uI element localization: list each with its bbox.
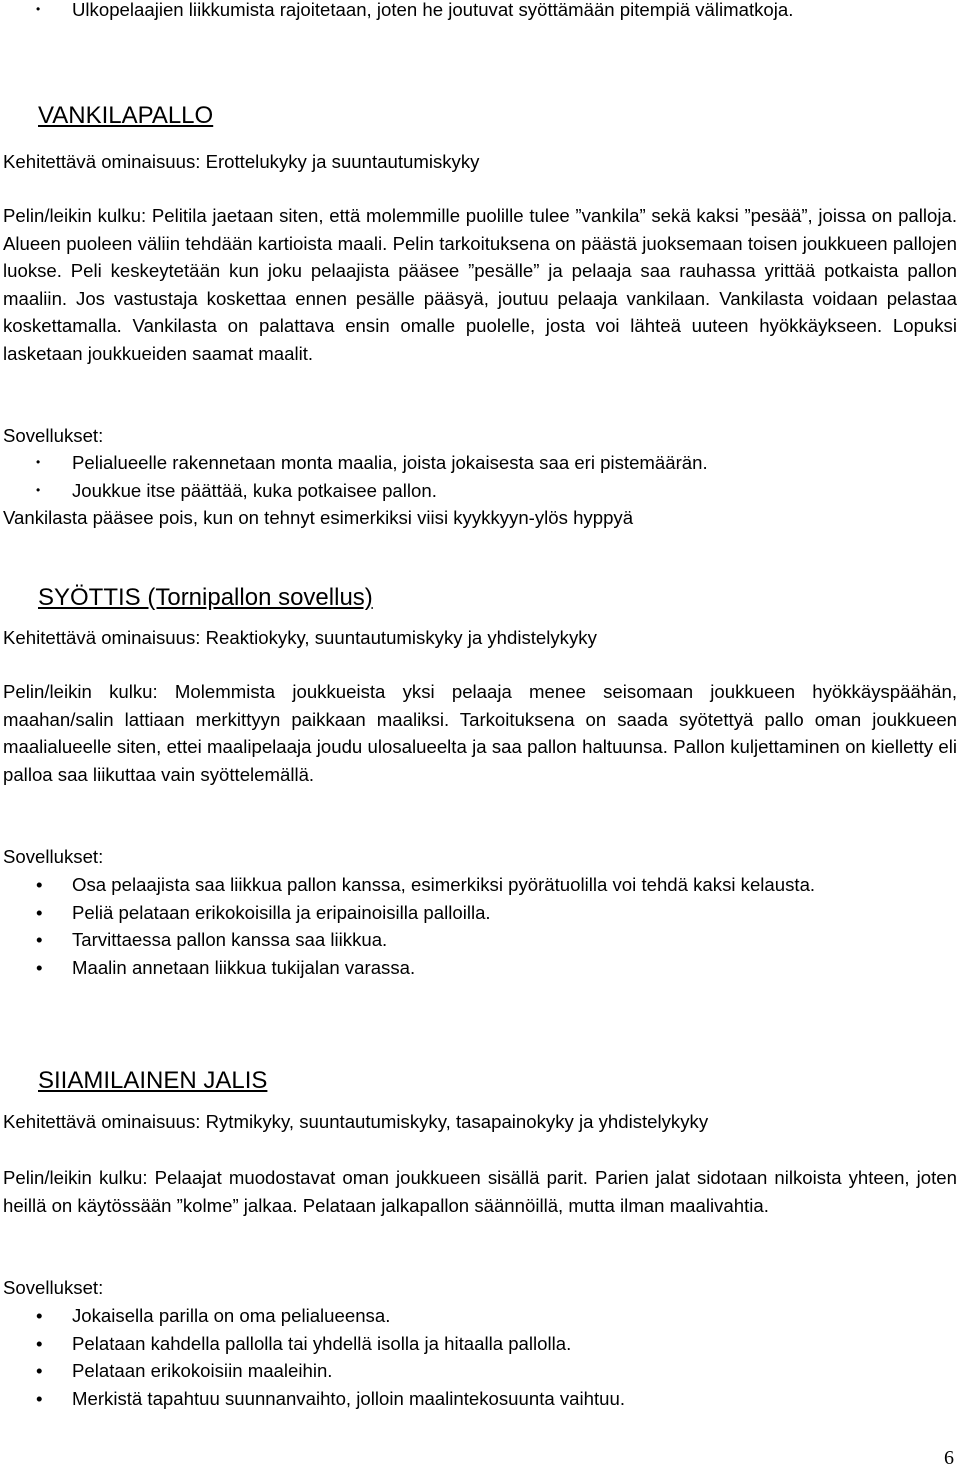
list-item: • Pelataan kahdella pallolla tai yhdellä isolla ja hitaalla pallolla. <box>0 1330 957 1358</box>
list-item: • Joukkue itse päättää, kuka potkaisee pallon. <box>0 477 957 505</box>
list-item: • Pelialueelle rakennetaan monta maalia, joista jokaisesta saa eri pistemäärän. <box>0 449 957 477</box>
list-item: • Merkistä tapahtuu suunnanvaihto, jolloin maalintekosuunta vaihtuu. <box>0 1385 957 1413</box>
bullet: • <box>36 901 43 923</box>
bullet: • <box>36 2 41 16</box>
skill-line: Kehitettävä ominaisuus: Erottelukyky ja suuntautumiskyky <box>3 151 480 172</box>
applications-list <box>0 449 957 504</box>
bullet: • <box>36 1305 43 1326</box>
bullet: • <box>36 482 41 497</box>
list-item: • Jokaisella parilla on oma pelialueensa. <box>0 1302 957 1330</box>
applications-label: Sovellukset: <box>3 1277 104 1298</box>
game-description: Pelin/leikin kulku: Molemmista joukkueista yksi pelaaja menee seisomaan joukkueen hyökkäyspäähän, maahan/salin lattiaan merkittyyn paikkaan maaliksi. Tarkoituksena on saada syötettyä pallo oman joukkueen maalialueelle siten, ettei maalipelaaja joudu ulosalueelta ja saa pallon haltuunsa. Pallon kuljettaminen on kielletty eli palloa saa liikuttaa vain syöttelemällä. <box>3 681 957 785</box>
bullet: • <box>36 1332 43 1354</box>
applications-list <box>0 871 957 981</box>
section-title-siamilainen-jalis: SIIAMILAINEN JALIS <box>38 1067 268 1094</box>
skill-line: Kehitettävä ominaisuus: Rytmikyky, suuntautumiskyky, tasapainokyky ja yhdistelykyky <box>3 1111 709 1132</box>
list-item: • Osa pelaajista saa liikkua pallon kanssa, esimerkiksi pyörätuolilla voi tehdä kaksi kelausta. <box>0 871 957 899</box>
list-item: • Tarvittaessa pallon kanssa saa liikkua. <box>0 926 957 954</box>
list-item: • Ulkopelaajien liikkumista rajoitetaan, joten he joutuvat syöttämään pitempiä välimatkoja. <box>0 0 957 24</box>
bullet: • <box>36 874 43 895</box>
section-title-syottis: SYÖTTIS (Tornipallon sovellus) <box>38 584 373 611</box>
applications-list <box>0 1302 957 1412</box>
bullet: • <box>36 1360 43 1381</box>
bullet: • <box>36 1387 43 1409</box>
section-title-vankilapallo: VANKILAPALLO <box>38 102 214 129</box>
bullet: • <box>36 956 43 978</box>
bullet: • <box>36 455 41 469</box>
applications-label: Sovellukset: <box>3 846 104 867</box>
game-description: Pelin/leikin kulku: Pelaajat muodostavat oman joukkueen sisällä parit. Parien jalat sidotaan nilkoista yhteen, joten heillä on käytössään ”kolme” jalkaa. Pelataan jalkapallon säännöillä, mutta ilman maalivahtia. <box>3 1167 957 1216</box>
game-description: Pelin/leikin kulku: Pelitila jaetaan siten, että molemmille puolille tulee ”vankila” sekä kaksi ”pesää”, joissa on palloja. Alueen puoleen väliin tehdään kartioista maali. Pelin tarkoituksena on päästä juoksemaan toisen joukkueen pallojen luokse. Peli keskeytetään kun joku pelaajista pääsee ”pesälle” ja pelaaja saa rauhassa yrittää potkaista pallon maaliin. Jos vastustaja koskettaa ennen pesälle pääsyä, joutuu pelaaja vankilaan. Vankilasta voidaan pelastaa koskettamalla. Vankilasta on palattava ensin omalle puolelle, josta voi lähteä uuteen hyökkäykseen. Lopuksi lasketaan joukkueiden saamat maalit. <box>3 205 957 364</box>
skill-line: Kehitettävä ominaisuus: Reaktiokyky, suuntautumiskyky ja yhdistelykyky <box>3 627 597 648</box>
list-item: • Pelataan erikokoisiin maaleihin. <box>0 1357 957 1385</box>
intro-bullet-list <box>0 0 957 24</box>
bullet: • <box>36 929 43 950</box>
extra-note: Vankilasta pääsee pois, kun on tehnyt esimerkiksi viisi kyykkyyn-ylös hyppyä <box>3 507 634 528</box>
list-item: • Maalin annetaan liikkua tukijalan varassa. <box>0 954 957 982</box>
list-item: • Peliä pelataan erikokoisilla ja eripainoisilla palloilla. <box>0 899 957 927</box>
applications-label: Sovellukset: <box>3 425 104 446</box>
page-number: 6 <box>944 1447 954 1469</box>
